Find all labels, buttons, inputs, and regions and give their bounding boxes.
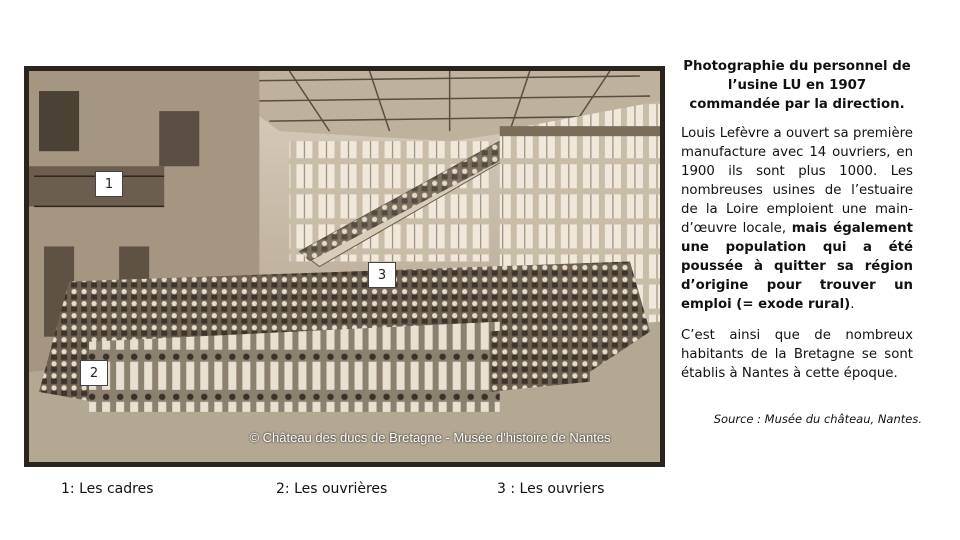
paragraph-end: . — [850, 297, 855, 312]
factory-photo — [24, 66, 665, 467]
paragraph-brittany: C’est ainsi que de nombreux habitants de la Bretagne se sont établis à Nantes à cette époque. — [681, 328, 913, 381]
paragraph-emphasis: mais également une population qui a été poussée à quitter sa région d’origine pour trouver un emploi (= exode rural) — [681, 221, 913, 312]
legend-item-cadres: 1: Les cadres — [61, 481, 154, 497]
factory-photo-image — [29, 71, 660, 462]
marker-1: 1 — [95, 171, 123, 197]
legend-item-ouvriers: 3 : Les ouvriers — [497, 481, 605, 497]
legend-item-ouvrieres: 2: Les ouvrières — [276, 481, 388, 497]
marker-3: 3 — [368, 262, 396, 288]
paragraph-factory-history — [681, 124, 913, 314]
photo-credit: © Château des ducs de Bretagne - Musée d'histoire de Nantes — [249, 430, 611, 445]
paragraph-text: Louis Lefèvre a ouvert sa première manufacture avec 14 ouvriers, en 1900 ils sont plus 1000. Les nombreuses usines de l’estuaire de la Loire emploient une main-d’œuvre locale, — [681, 126, 913, 236]
source-note: Source : Musée du château, Nantes. — [713, 412, 922, 426]
marker-2: 2 — [80, 360, 108, 386]
photo-title: Photographie du personnel de l’usine LU en 1907 commandée par la direction. — [683, 59, 911, 112]
